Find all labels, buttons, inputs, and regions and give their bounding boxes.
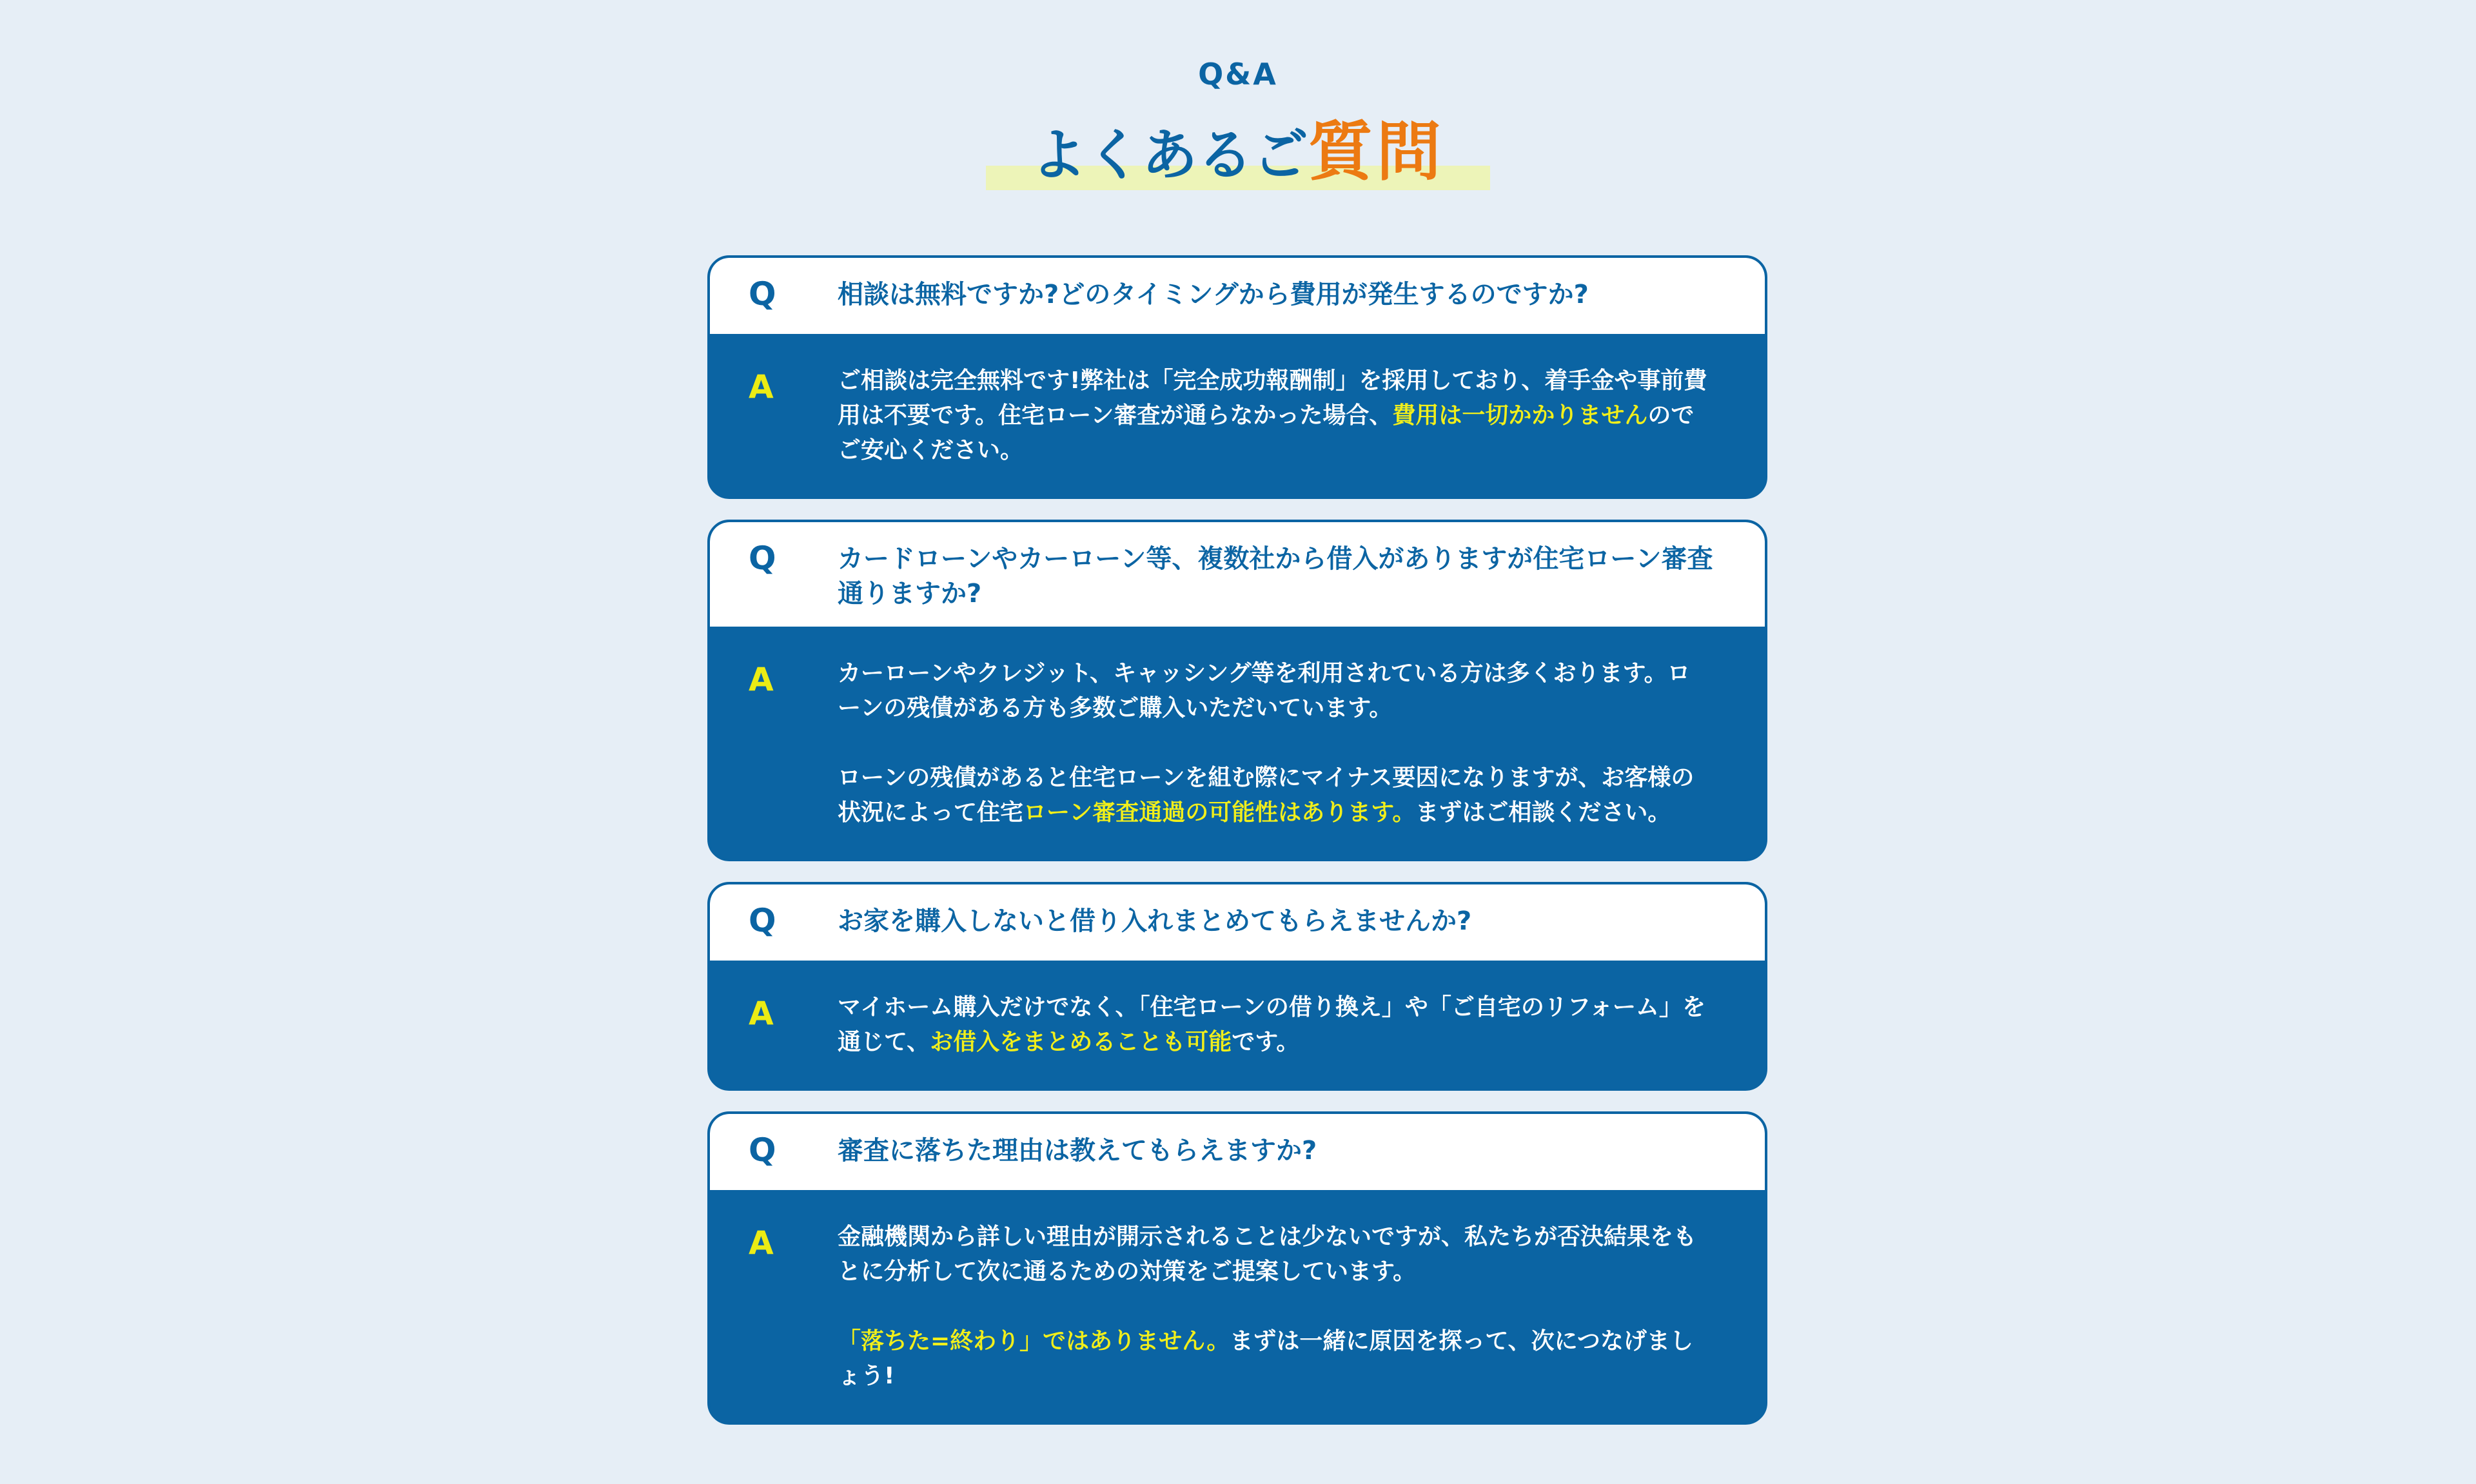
faq-answer-body bbox=[838, 656, 1713, 830]
question-mark-icon: Q bbox=[749, 1131, 776, 1169]
faq-question-row[interactable] bbox=[710, 884, 1765, 961]
answer-text: カーローンやクレジット、キャッシング等を利用されている方は多くおります。ローンの残債がある方も多数ご購入いただいています。 bbox=[838, 660, 1691, 721]
answer-paragraph bbox=[838, 656, 1713, 726]
answer-highlight-text: 「落ちた=終わり」ではありません。 bbox=[838, 1328, 1230, 1354]
answer-text: まずはご相談ください。 bbox=[1415, 799, 1671, 826]
answer-text: ローンの残債があると住宅ローンを組む際にマイナス要因になりますが、お客様の状況によって住宅 bbox=[838, 765, 1695, 826]
faq-question-text: 審査に落ちた理由は教えてもらえますか? bbox=[838, 1136, 1317, 1166]
faq-answer-body bbox=[838, 990, 1713, 1060]
answer-highlight-text: 費用は一切かかりません bbox=[1392, 402, 1648, 429]
faq-question-text: 相談は無料ですか?どのタイミングから費用が発生するのですか? bbox=[838, 280, 1589, 309]
faq-answer-row bbox=[710, 961, 1765, 1088]
section-eyebrow: Q&A bbox=[1198, 57, 1278, 92]
answer-paragraph bbox=[838, 1324, 1713, 1394]
answer-highlight-text: お借入をまとめることも可能 bbox=[930, 1029, 1232, 1055]
heading-accent-text: 質問 bbox=[1308, 114, 1445, 190]
faq-item bbox=[707, 882, 1767, 1091]
answer-paragraph bbox=[838, 761, 1713, 830]
faq-question-row[interactable] bbox=[710, 522, 1765, 627]
faq-answer-row bbox=[710, 1190, 1765, 1422]
heading-main-text: よくあるご bbox=[1031, 123, 1308, 188]
answer-paragraph bbox=[838, 364, 1713, 468]
answer-mark-icon: A bbox=[749, 995, 774, 1032]
answer-text: のでご安心ください。 bbox=[838, 402, 1695, 464]
question-mark-icon: Q bbox=[749, 902, 776, 939]
faq-answer-body bbox=[838, 364, 1713, 468]
faq-question-text: お家を購入しないと借り入れまとめてもらえませんか? bbox=[838, 906, 1472, 936]
faq-list bbox=[707, 255, 1767, 1445]
faq-question-row[interactable] bbox=[710, 1114, 1765, 1190]
answer-text: 金融機関から詳しい理由が開示されることは少ないですが、私たちが否決結果をもとに分析して次に通るための対策をご提案しています。 bbox=[838, 1224, 1697, 1285]
section-heading bbox=[986, 113, 1490, 194]
answer-text: ご相談は完全無料です!弊社は「完全成功報酬制」を採用しており、着手金や事前費用は不要です。住宅ローン審査が通らなかった場合、 bbox=[838, 367, 1707, 429]
faq-item bbox=[707, 1111, 1767, 1425]
faq-question-row[interactable] bbox=[710, 258, 1765, 334]
answer-paragraph bbox=[838, 1220, 1713, 1289]
faq-answer-row bbox=[710, 334, 1765, 496]
answer-text: まずは一緒に原因を探って、次につなげましょう! bbox=[838, 1328, 1693, 1389]
faq-question-text: カードローンやカーローン等、複数社から借入がありますが住宅ローン審査通りますか? bbox=[838, 544, 1713, 609]
faq-answer-row bbox=[710, 627, 1765, 859]
answer-paragraph bbox=[838, 990, 1713, 1060]
answer-text: です。 bbox=[1232, 1029, 1300, 1055]
answer-mark-icon: A bbox=[749, 661, 774, 698]
section-heading-wrap bbox=[0, 113, 2476, 194]
answer-text: マイホーム購入だけでなく、「住宅ローンの借り換え」や「ご自宅のリフォーム」を通じて、 bbox=[838, 994, 1706, 1055]
answer-highlight-text: ローン審査通過の可能性はあります。 bbox=[1023, 799, 1416, 826]
answer-mark-icon: A bbox=[749, 368, 774, 405]
question-mark-icon: Q bbox=[749, 540, 776, 577]
faq-answer-body bbox=[838, 1220, 1713, 1394]
faq-item bbox=[707, 255, 1767, 499]
answer-mark-icon: A bbox=[749, 1224, 774, 1262]
faq-item bbox=[707, 520, 1767, 861]
question-mark-icon: Q bbox=[749, 275, 776, 313]
